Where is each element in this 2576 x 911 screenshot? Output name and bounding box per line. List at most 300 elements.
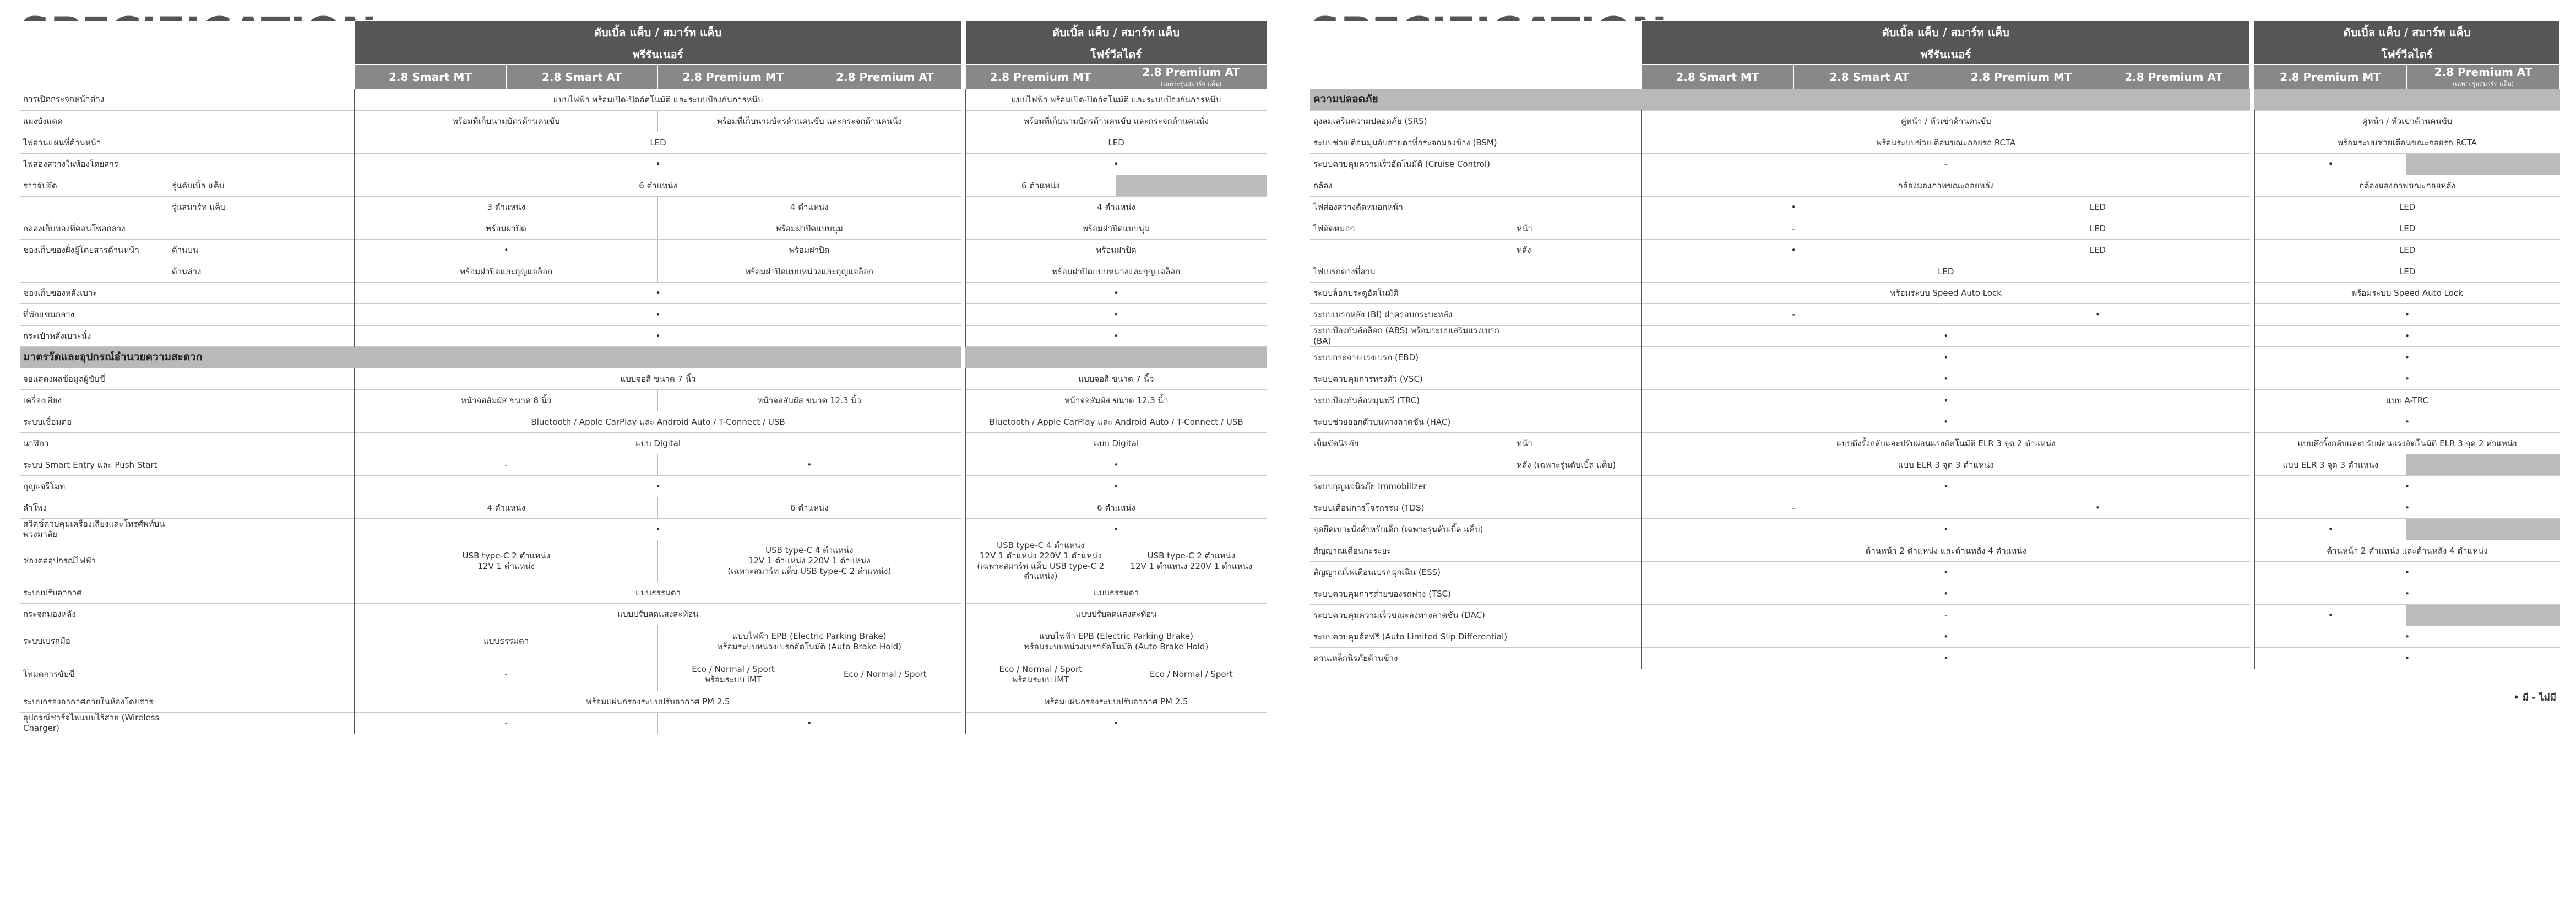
- spec-row: [20, 519, 1267, 540]
- model-header: 2.8 Smart MT: [355, 65, 506, 89]
- spec-row: [1310, 111, 2560, 132]
- spec-value: หน้าจอสัมผัส ขนาด 12.3 นิ้ว: [965, 390, 1267, 411]
- spec-label: ระบบป้องกันล้อหมุนฟรี (TRC): [1310, 390, 1513, 411]
- spec-value: USB type-C 4 ตำแหน่ง 12V 1 ตำแหน่ง 220V 1 ตำแหน่ง (เฉพาะสมาร์ท แค็บ USB type-C 2 ตำแหน่ง): [965, 540, 1116, 582]
- section-header-row: [1310, 89, 2560, 111]
- spec-value: -: [1642, 497, 1945, 519]
- model-header: 2.8 Premium MT: [965, 65, 1116, 89]
- spec-row: [1310, 326, 2560, 347]
- spec-value: พร้อมระบบช่วยเตือนขณะถอยรถ RCTA: [1642, 132, 2250, 154]
- spec-value: แบบดึงรั้งกลับและปรับผ่อนแรงอัตโนมัติ ELR 3 จุด 2 ตำแหน่ง: [1642, 433, 2250, 454]
- spec-value: •: [2254, 326, 2560, 347]
- spec-sublabel: [1513, 326, 1642, 347]
- spec-value: •: [2254, 347, 2560, 368]
- spec-sublabel: หน้า: [1513, 433, 1642, 454]
- spec-label: กล่องเก็บของที่คอนโซลกลาง: [20, 218, 169, 240]
- spec-value: LED: [1642, 261, 2250, 283]
- spec-row: [20, 625, 1267, 658]
- spec-row: [1310, 497, 2560, 519]
- spec-row: [20, 283, 1267, 304]
- spec-value: USB type-C 2 ตำแหน่ง 12V 1 ตำแหน่ง 220V 1 ตำแหน่ง: [1116, 540, 1267, 582]
- spec-sublabel: [1513, 175, 1642, 197]
- spec-value: -: [355, 713, 657, 734]
- spec-sublabel: [169, 283, 355, 304]
- spec-value: พร้อมฝาปิดและกุญแจล็อก: [355, 261, 657, 283]
- spec-value: •: [1945, 497, 2250, 519]
- spec-label: ไฟตัดหมอก: [1310, 218, 1513, 240]
- spec-value: •: [1642, 583, 2250, 605]
- spec-row: [20, 197, 1267, 218]
- spec-value: LED: [965, 132, 1267, 154]
- spec-sublabel: [169, 691, 355, 713]
- spec-value: •: [2254, 411, 2560, 433]
- spec-value: แบบไฟฟ้า EPB (Electric Parking Brake) พร้อมระบบหน่วงเบรกอัตโนมัติ (Auto Brake Hold): [657, 625, 961, 658]
- spec-label: สัญญาณไฟเตือนเบรกฉุกเฉิน (ESS): [1310, 562, 1513, 583]
- spec-row: [1310, 519, 2560, 540]
- empty-cell: [2407, 605, 2560, 626]
- spec-value: LED: [2254, 218, 2560, 240]
- spec-value: LED: [1945, 218, 2250, 240]
- spec-row: [20, 261, 1267, 283]
- spec-row: [20, 390, 1267, 411]
- spec-row: [20, 582, 1267, 604]
- spec-row: [1310, 562, 2560, 583]
- spec-label: นาฬิกา: [20, 433, 169, 454]
- spec-row: [20, 713, 1267, 734]
- spec-row: [1310, 648, 2560, 669]
- spec-sublabel: [1513, 540, 1642, 562]
- spec-value: •: [355, 240, 657, 261]
- spec-label: จอแสดงผลข้อมูลผู้ขับขี่: [20, 368, 169, 390]
- spec-sublabel: ด้านบน: [169, 240, 355, 261]
- spec-row: [20, 89, 1267, 111]
- spec-sublabel: [169, 658, 355, 691]
- spec-sublabel: [1513, 197, 1642, 218]
- spec-sublabel: [169, 476, 355, 497]
- spec-label: ระบบควบคุมความเร็วขณะลงทางลาดชัน (DAC): [1310, 605, 1513, 626]
- spec-value: •: [965, 713, 1267, 734]
- spec-value: •: [2254, 562, 2560, 583]
- spec-row: [20, 433, 1267, 454]
- spec-value: พร้อมระบบ Speed Auto Lock: [1642, 283, 2250, 304]
- spec-value: •: [1642, 626, 2250, 648]
- spec-sublabel: [169, 625, 355, 658]
- spec-value: ด้านหน้า 2 ตำแหน่ง และด้านหลัง 4 ตำแหน่ง: [2254, 540, 2560, 562]
- header-group1-sub: พรีรันเนอร์: [355, 44, 961, 65]
- spec-sublabel: ด้านล่าง: [169, 261, 355, 283]
- spec-label: ระบบควบคุมการทรงตัว (VSC): [1310, 368, 1513, 390]
- spec-value: แบบไฟฟ้า พร้อมเปิด-ปิดอัตโนมัติ และระบบป้องกันการหนีบ: [965, 89, 1267, 111]
- header-group2-sub: โฟร์วีลไดร์: [965, 44, 1267, 65]
- spec-sublabel: [169, 454, 355, 476]
- spec-label: การเปิดกระจกหน้าต่าง: [20, 89, 169, 111]
- spec-value: •: [1642, 411, 2250, 433]
- spec-label: คานเหล็กนิรภัยด้านข้าง: [1310, 648, 1513, 669]
- spec-label: ลำโพง: [20, 497, 169, 519]
- spec-value: พร้อมที่เก็บนามบัตรด้านคนขับ และกระจกด้านคนนั่ง: [965, 111, 1267, 132]
- section-header-row: [20, 347, 1267, 368]
- spec-row: [1310, 175, 2560, 197]
- spec-value: USB type-C 4 ตำแหน่ง 12V 1 ตำแหน่ง 220V 1 ตำแหน่ง (เฉพาะสมาร์ท แค็บ USB type-C 2 ตำแหน่ง): [657, 540, 961, 582]
- spec-label: ระบบปรับอากาศ: [20, 582, 169, 604]
- spec-row: [20, 304, 1267, 326]
- spec-value: แบบ Digital: [965, 433, 1267, 454]
- spec-value: พร้อมฝาปิด: [355, 218, 657, 240]
- spec-row: [20, 691, 1267, 713]
- spec-sublabel: [169, 433, 355, 454]
- spec-value: •: [965, 326, 1267, 347]
- spec-value: •: [355, 326, 961, 347]
- spec-sublabel: [1513, 497, 1642, 519]
- spec-label: กระจกมองหลัง: [20, 604, 169, 625]
- spec-value: •: [965, 454, 1267, 476]
- spec-value: แบบดึงรั้งกลับและปรับผ่อนแรงอัตโนมัติ ELR 3 จุด 2 ตำแหน่ง: [2254, 433, 2560, 454]
- spec-value: •: [965, 519, 1267, 540]
- spec-value: LED: [2254, 261, 2560, 283]
- spec-row: [1310, 390, 2560, 411]
- spec-label: ไฟส่องสว่างตัดหมอกหน้า: [1310, 197, 1513, 218]
- spec-value: หน้าจอสัมผัส ขนาด 8 นิ้ว: [355, 390, 657, 411]
- spec-value: กล้องมองภาพขณะถอยหลัง: [1642, 175, 2250, 197]
- spec-label: สวิตช์ควบคุมเครื่องเสียงและโทรศัพท์บนพวงมาลัย: [20, 519, 169, 540]
- spec-table-interior: [20, 20, 1267, 734]
- spec-sublabel: หลัง: [1513, 240, 1642, 261]
- spec-value: แบบจอสี ขนาด 7 นิ้ว: [965, 368, 1267, 390]
- spec-row: [1310, 304, 2560, 326]
- spec-value: คู่หน้า / หัวเข่าด้านคนขับ: [2254, 111, 2560, 132]
- spec-row: [1310, 347, 2560, 368]
- spec-value: •: [355, 154, 961, 175]
- spec-label: แผงบังแดด: [20, 111, 169, 132]
- model-header-note: (เฉพาะรุ่นสมาร์ท แค็บ): [1160, 80, 1222, 88]
- spec-label: ไฟเบรกดวงที่สาม: [1310, 261, 1513, 283]
- model-header: 2.8 Smart AT: [1794, 65, 1945, 89]
- spec-value: Eco / Normal / Sport พร้อมระบบ iMT: [965, 658, 1116, 691]
- spec-value: •: [1642, 648, 2250, 669]
- spec-row: [1310, 626, 2560, 648]
- spec-value: หน้าจอสัมผัส ขนาด 12.3 นิ้ว: [657, 390, 961, 411]
- spec-value: Bluetooth / Apple CarPlay และ Android Auto / T-Connect / USB: [355, 411, 961, 433]
- spec-value: พร้อมฝาปิดแบบหน่วงและกุญแจล็อก: [657, 261, 961, 283]
- spec-value: •: [965, 154, 1267, 175]
- spec-value: •: [2254, 519, 2407, 540]
- spec-value: -: [1642, 218, 1945, 240]
- spec-value: 6 ตำแหน่ง: [965, 175, 1116, 197]
- spec-row: [1310, 154, 2560, 175]
- spec-label: ที่พักแขนกลาง: [20, 304, 169, 326]
- spec-value: •: [1945, 304, 2250, 326]
- spec-sublabel: [169, 411, 355, 433]
- spec-sublabel: [1513, 519, 1642, 540]
- spec-label: ระบบกรองอากาศภายในห้องโดยสาร: [20, 691, 169, 713]
- spec-value: •: [657, 713, 961, 734]
- spec-label: ระบบกระจายแรงเบรก (EBD): [1310, 347, 1513, 368]
- section-fill: [965, 347, 1267, 368]
- spec-value: •: [355, 476, 961, 497]
- spec-value: แบบธรรมดา: [965, 582, 1267, 604]
- spec-label: เข็มขัดนิรภัย: [1310, 433, 1513, 454]
- spec-page-right: [1288, 0, 2576, 911]
- spec-value: 3 ตำแหน่ง: [355, 197, 657, 218]
- spec-label: [1310, 240, 1513, 261]
- spec-row: [1310, 540, 2560, 562]
- spec-label: ช่องเก็บของหลังเบาะ: [20, 283, 169, 304]
- spec-value: •: [355, 304, 961, 326]
- header-group1: ดับเบิ้ล แค็บ / สมาร์ท แค็บ: [1642, 21, 2250, 44]
- spec-value: •: [1642, 368, 2250, 390]
- spec-sublabel: [1513, 347, 1642, 368]
- spec-row: [1310, 433, 2560, 454]
- spec-sublabel: [1513, 583, 1642, 605]
- spec-value: แบบไฟฟ้า EPB (Electric Parking Brake) พร้อมระบบหน่วงเบรกอัตโนมัติ (Auto Brake Hold): [965, 625, 1267, 658]
- model-header: 2.8 Premium MT: [657, 65, 809, 89]
- spec-sublabel: [169, 304, 355, 326]
- section-title: ความปลอดภัย: [1310, 89, 2250, 111]
- spec-value: •: [2254, 497, 2560, 519]
- spec-row: [1310, 240, 2560, 261]
- spec-sublabel: [169, 154, 355, 175]
- spec-label: ระบบ Smart Entry และ Push Start: [20, 454, 169, 476]
- model-header-note: (เฉพาะรุ่นสมาร์ท แค็บ): [2453, 80, 2514, 88]
- spec-value: •: [2254, 583, 2560, 605]
- spec-row: [20, 218, 1267, 240]
- spec-value: คู่หน้า / หัวเข่าด้านคนขับ: [1642, 111, 2250, 132]
- spec-row: [1310, 368, 2560, 390]
- spec-sublabel: [1513, 476, 1642, 497]
- spec-value: Eco / Normal / Sport: [1116, 658, 1267, 691]
- spec-row: [1310, 261, 2560, 283]
- spec-value: 6 ตำแหน่ง: [355, 175, 961, 197]
- spec-value: แบบธรรมดา: [355, 582, 961, 604]
- spec-value: •: [2254, 626, 2560, 648]
- spec-value: พร้อมที่เก็บนามบัตรด้านคนขับ และกระจกด้านคนนั่ง: [657, 111, 961, 132]
- spec-value: LED: [1945, 240, 2250, 261]
- spec-label: อุปกรณ์ชาร์จไฟแบบไร้สาย (Wireless Charger): [20, 713, 169, 734]
- spec-label: [20, 261, 169, 283]
- spec-value: แบบจอสี ขนาด 7 นิ้ว: [355, 368, 961, 390]
- spec-sublabel: [1513, 411, 1642, 433]
- spec-sublabel: [1513, 648, 1642, 669]
- spec-sublabel: [1513, 562, 1642, 583]
- spec-row: [20, 411, 1267, 433]
- spec-sublabel: หน้า: [1513, 218, 1642, 240]
- header-group2-sub: โฟร์วีลไดร์: [2254, 44, 2560, 65]
- spec-value: แบบปรับลดแสงสะท้อน: [965, 604, 1267, 625]
- spec-sublabel: [1513, 605, 1642, 626]
- legend: • มี - ไม่มี: [2513, 692, 2556, 703]
- model-header: 2.8 Smart AT: [506, 65, 657, 89]
- spec-value: •: [2254, 605, 2407, 626]
- spec-value: USB type-C 2 ตำแหน่ง 12V 1 ตำแหน่ง: [355, 540, 657, 582]
- section-fill: [2254, 89, 2560, 111]
- model-header: 2.8 Premium MT: [1945, 65, 2097, 89]
- spec-sublabel: [1513, 626, 1642, 648]
- spec-value: แบบ ELR 3 จุด 3 ตำแหน่ง: [2254, 454, 2407, 476]
- empty-cell: [1116, 175, 1267, 197]
- spec-value: •: [1642, 347, 2250, 368]
- spec-row: [20, 368, 1267, 390]
- spec-label: ระบบช่วยเตือนมุมอับสายตาที่กระจกมองข้าง (BSM): [1310, 132, 1513, 154]
- section-title: มาตรวัดและอุปกรณ์อำนวยความสะดวก: [20, 347, 961, 368]
- spec-value: •: [1642, 519, 2250, 540]
- spec-value: •: [2254, 304, 2560, 326]
- spec-row: [1310, 283, 2560, 304]
- model-header-label: 2.8 Premium AT: [1142, 65, 1240, 79]
- spec-value: •: [965, 304, 1267, 326]
- spec-label: ถุงลมเสริมความปลอดภัย (SRS): [1310, 111, 1513, 132]
- spec-value: •: [2254, 368, 2560, 390]
- model-header: 2.8 Premium MT: [2254, 65, 2407, 89]
- spec-row: [20, 454, 1267, 476]
- spec-value: พร้อมระบบช่วยเตือนขณะถอยรถ RCTA: [2254, 132, 2560, 154]
- spec-value: พร้อมฝาปิดแบบนุ่ม: [657, 218, 961, 240]
- header-group1: ดับเบิ้ล แค็บ / สมาร์ท แค็บ: [355, 21, 961, 44]
- spec-value: •: [355, 283, 961, 304]
- spec-row: [20, 240, 1267, 261]
- spec-label: กุญแจรีโมท: [20, 476, 169, 497]
- spec-value: -: [1642, 154, 2250, 175]
- spec-label: ระบบเตือนการโจรกรรม (TDS): [1310, 497, 1513, 519]
- spec-label: ระบบกุญแจนิรภัย Immobilizer: [1310, 476, 1513, 497]
- spec-sublabel: รุ่นดับเบิ้ล แค็บ: [169, 175, 355, 197]
- spec-value: Eco / Normal / Sport: [809, 658, 961, 691]
- spec-value: Bluetooth / Apple CarPlay และ Android Auto / T-Connect / USB: [965, 411, 1267, 433]
- spec-value: •: [1642, 326, 2250, 347]
- spec-value: •: [2254, 476, 2560, 497]
- spec-row: [20, 476, 1267, 497]
- spec-value: -: [1642, 304, 1945, 326]
- spec-row: [20, 132, 1267, 154]
- spec-sublabel: [1513, 154, 1642, 175]
- spec-value: •: [965, 283, 1267, 304]
- model-header: [2407, 65, 2560, 89]
- spec-value: แบบปรับลดแสงสะท้อน: [355, 604, 961, 625]
- spec-label: ระบบเบรกมือ: [20, 625, 169, 658]
- spec-label: ช่องเก็บของฝั่งผู้โดยสารด้านหน้า: [20, 240, 169, 261]
- spec-value: 6 ตำแหน่ง: [657, 497, 961, 519]
- spec-sublabel: [169, 132, 355, 154]
- spec-value: 6 ตำแหน่ง: [965, 497, 1267, 519]
- spec-value: -: [355, 658, 657, 691]
- spec-label: โหมดการขับขี่: [20, 658, 169, 691]
- spec-value: LED: [2254, 240, 2560, 261]
- spec-label: ระบบเบรกหลัง (BI) ฝาครอบกระบะหลัง: [1310, 304, 1513, 326]
- spec-row: [20, 175, 1267, 197]
- spec-value: •: [965, 476, 1267, 497]
- spec-value: ด้านหน้า 2 ตำแหน่ง และด้านหลัง 4 ตำแหน่ง: [1642, 540, 2250, 562]
- spec-value: แบบธรรมดา: [355, 625, 657, 658]
- spec-value: พร้อมฝาปิดแบบหน่วงและกุญแจล็อก: [965, 261, 1267, 283]
- spec-sublabel: [1513, 283, 1642, 304]
- spec-label: กล้อง: [1310, 175, 1513, 197]
- spec-value: •: [657, 454, 961, 476]
- spec-value: พร้อมที่เก็บนามบัตรด้านคนขับ: [355, 111, 657, 132]
- spec-label: ระบบควบคุมความเร็วอัตโนมัติ (Cruise Control): [1310, 154, 1513, 175]
- spec-label: กระเป๋าหลังเบาะนั่ง: [20, 326, 169, 347]
- spec-value: LED: [1945, 197, 2250, 218]
- spec-row: [1310, 605, 2560, 626]
- spec-label: ระบบป้องกันล้อล็อก (ABS) พร้อมระบบเสริมแรงเบรก (BA): [1310, 326, 1513, 347]
- spec-label: [20, 197, 169, 218]
- spec-row: [1310, 132, 2560, 154]
- spec-value: กล้องมองภาพขณะถอยหลัง: [2254, 175, 2560, 197]
- spec-sublabel: [169, 218, 355, 240]
- spec-sublabel: [169, 111, 355, 132]
- spec-value: แบบ A-TRC: [2254, 390, 2560, 411]
- spec-sublabel: [169, 497, 355, 519]
- spec-label: ระบบเชื่อมต่อ: [20, 411, 169, 433]
- spec-sublabel: [169, 89, 355, 111]
- spec-value: LED: [355, 132, 961, 154]
- spec-sublabel: [169, 519, 355, 540]
- spec-sublabel: [1513, 261, 1642, 283]
- spec-sublabel: [169, 604, 355, 625]
- model-header-label: 2.8 Premium AT: [2434, 65, 2532, 79]
- empty-cell: [2407, 519, 2560, 540]
- spec-value: แบบ Digital: [355, 433, 961, 454]
- model-header: 2.8 Smart MT: [1642, 65, 1794, 89]
- header-group2: ดับเบิ้ล แค็บ / สมาร์ท แค็บ: [2254, 21, 2560, 44]
- spec-sublabel: [169, 368, 355, 390]
- spec-row: [1310, 218, 2560, 240]
- spec-sublabel: [1513, 132, 1642, 154]
- spec-label: ช่องต่ออุปกรณ์ไฟฟ้า: [20, 540, 169, 582]
- spec-label: ไฟอ่านแผนที่ด้านหน้า: [20, 132, 169, 154]
- header-group1-sub: พรีรันเนอร์: [1642, 44, 2250, 65]
- spec-value: •: [1642, 562, 2250, 583]
- spec-value: 4 ตำแหน่ง: [355, 497, 657, 519]
- spec-value: แบบไฟฟ้า พร้อมเปิด-ปิดอัตโนมัติ และระบบป้องกันการหนีบ: [355, 89, 961, 111]
- spec-value: พร้อมแผ่นกรองระบบปรับอากาศ PM 2.5: [355, 691, 961, 713]
- spec-label: เครื่องเสียง: [20, 390, 169, 411]
- spec-value: -: [355, 454, 657, 476]
- spec-sublabel: [169, 540, 355, 582]
- empty-cell: [2407, 154, 2560, 175]
- spec-table-safety: [1310, 20, 2560, 669]
- spec-value: LED: [2254, 197, 2560, 218]
- spec-label: ระบบควบคุมล้อฟรี (Auto Limited Slip Differential): [1310, 626, 1513, 648]
- model-header: 2.8 Premium AT: [2097, 65, 2250, 89]
- spec-value: Eco / Normal / Sport พร้อมระบบ iMT: [657, 658, 809, 691]
- spec-sublabel: [1513, 304, 1642, 326]
- spec-sublabel: หลัง (เฉพาะรุ่นดับเบิ้ล แค็บ): [1513, 454, 1642, 476]
- spec-label: ไฟส่องสว่างในห้องโดยสาร: [20, 154, 169, 175]
- spec-label: ระบบล็อกประตูอัตโนมัติ: [1310, 283, 1513, 304]
- spec-sublabel: [1513, 368, 1642, 390]
- spec-value: 4 ตำแหน่ง: [657, 197, 961, 218]
- spec-value: พร้อมฝาปิด: [965, 240, 1267, 261]
- spec-row: [20, 604, 1267, 625]
- spec-value: •: [355, 519, 961, 540]
- spec-value: •: [2254, 154, 2407, 175]
- spec-row: [20, 658, 1267, 691]
- spec-row: [20, 326, 1267, 347]
- spec-row: [20, 540, 1267, 582]
- spec-label: ระบบควบคุมการส่ายของรถพ่วง (TSC): [1310, 583, 1513, 605]
- spec-row: [20, 111, 1267, 132]
- spec-sublabel: [169, 713, 355, 734]
- spec-row: [1310, 197, 2560, 218]
- spec-label: [1310, 454, 1513, 476]
- spec-sublabel: [1513, 111, 1642, 132]
- spec-value: •: [1642, 240, 1945, 261]
- spec-label: สัญญาณเตือนกะระยะ: [1310, 540, 1513, 562]
- spec-value: พร้อมฝาปิดแบบนุ่ม: [965, 218, 1267, 240]
- spec-row: [1310, 583, 2560, 605]
- spec-sublabel: [1513, 390, 1642, 411]
- model-header: 2.8 Premium AT: [809, 65, 961, 89]
- spec-label: จุดยึดเบาะนั่งสำหรับเด็ก (เฉพาะรุ่นดับเบิ้ล แค็บ): [1310, 519, 1513, 540]
